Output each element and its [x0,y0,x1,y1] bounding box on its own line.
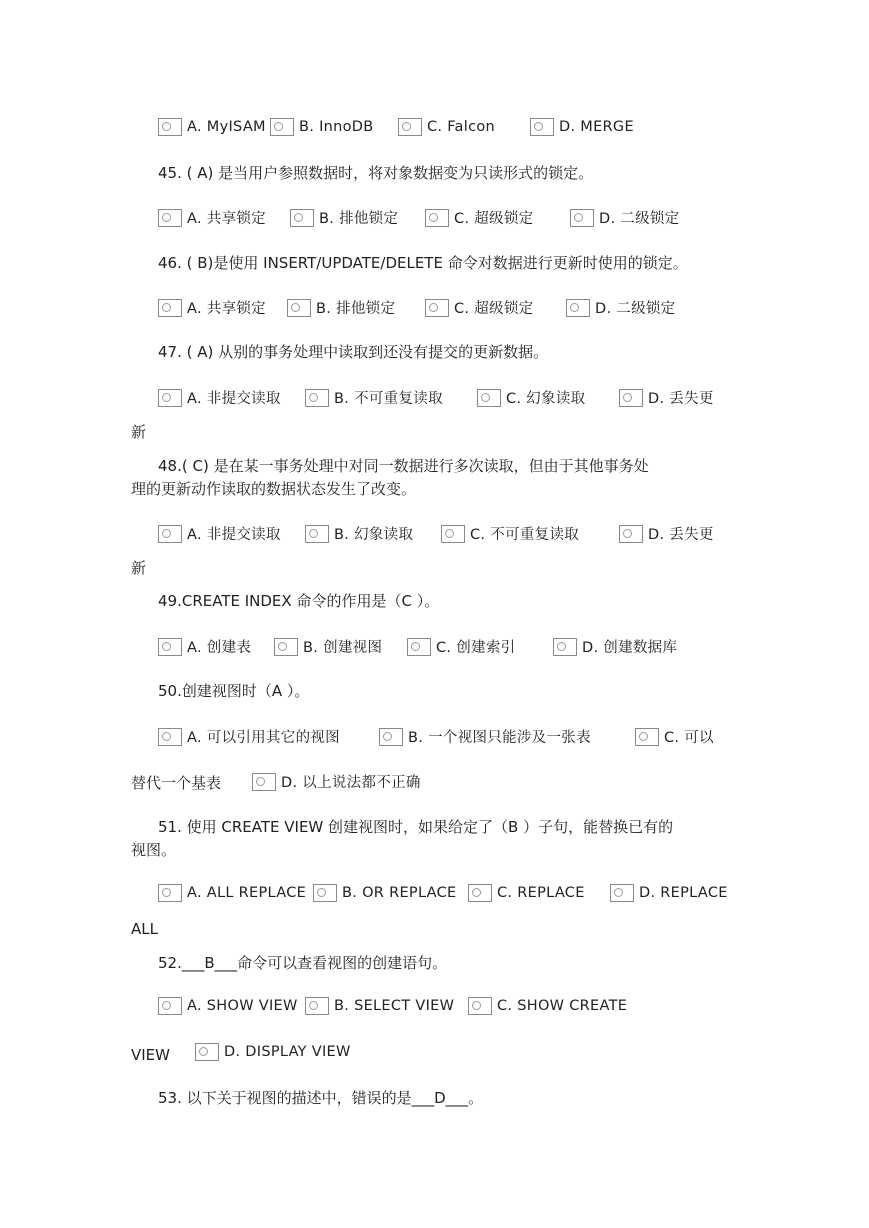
q46-option-c[interactable] [425,297,533,318]
q49-option-d[interactable] [553,636,677,657]
question-52-text: 52.___B___命令可以查看视图的创建语句。 [158,954,448,972]
option-label: B. 排他锁定 [319,211,399,227]
question-45-text: 45. ( A) 是当用户参照数据时，将对象数据变为只读形式的锁定。 [158,164,594,182]
option-label: D. 丢失更 [648,527,714,543]
radio-button-icon[interactable] [441,525,465,543]
radio-button-icon[interactable] [566,299,590,317]
q47-option-b[interactable] [305,387,443,408]
q45-option-a[interactable] [158,207,266,228]
radio-button-icon[interactable] [158,389,182,407]
q44-option-b[interactable] [270,118,374,136]
radio-button-icon[interactable] [530,118,554,136]
radio-button-icon[interactable] [468,997,492,1015]
option-label: C. 超级锁定 [454,211,534,227]
radio-button-icon[interactable] [158,638,182,656]
radio-button-icon[interactable] [305,997,329,1015]
q51-option-d[interactable] [610,884,728,902]
question-48-text: 48.( C) 是在某一事务处理中对同一数据进行多次读取，但由于其他事务处 [158,457,649,475]
option-label: B. 一个视图只能涉及一张表 [408,730,591,746]
question-49-text: 49.CREATE INDEX 命令的作用是（C ）。 [158,592,440,610]
radio-button-icon[interactable] [619,389,643,407]
option-label: A. MyISAM [187,119,266,135]
option-label: B. 创建视图 [303,640,383,656]
q48-wrapped-text: 新 [131,559,147,577]
question-48-text-line2: 理的更新动作读取的数据状态发生了改变。 [131,480,417,498]
q50-option-d[interactable] [252,771,421,792]
q46-option-d[interactable] [566,297,675,318]
q46-option-a[interactable] [158,297,266,318]
q47-option-a[interactable] [158,387,281,408]
radio-button-icon[interactable] [158,728,182,746]
q45-option-c[interactable] [425,207,533,228]
option-label: D. 二级锁定 [599,211,680,227]
question-47-text: 47. ( A) 从别的事务处理中读取到还没有提交的更新数据。 [158,343,549,361]
radio-button-icon[interactable] [274,638,298,656]
radio-button-icon[interactable] [477,389,501,407]
q51-wrapped-text: ALL [131,920,158,938]
radio-button-icon[interactable] [468,884,492,902]
question-46-text: 46. ( B)是使用 INSERT/UPDATE/DELETE 命令对数据进行更新时使用的锁定。 [158,254,688,272]
q49-option-a[interactable] [158,636,251,657]
option-label: B. 幻象读取 [334,527,414,543]
option-label: D. REPLACE [639,885,728,901]
radio-button-icon[interactable] [305,525,329,543]
option-label: A. 非提交读取 [187,527,281,543]
radio-button-icon[interactable] [287,299,311,317]
q48-option-c[interactable] [441,523,579,544]
q50-wrapped-text: 替代一个基表 [131,774,222,792]
q48-option-d[interactable] [619,523,714,544]
option-label: D. 二级锁定 [595,301,676,317]
option-label: A. 可以引用其它的视图 [187,730,340,746]
radio-button-icon[interactable] [158,525,182,543]
q44-option-c[interactable] [398,118,495,136]
q44-option-a[interactable] [158,118,266,136]
q48-option-b[interactable] [305,523,413,544]
option-label: C. 幻象读取 [506,391,586,407]
radio-button-icon[interactable] [313,884,337,902]
q52-wrapped-text: VIEW [131,1046,170,1064]
q45-option-b[interactable] [290,207,398,228]
option-label: C. 可以 [664,730,714,746]
option-label: B. InnoDB [299,119,374,135]
q47-option-d[interactable] [619,387,714,408]
q52-option-b[interactable] [305,997,454,1015]
option-label: B. SELECT VIEW [334,998,455,1014]
q45-option-d[interactable] [570,207,679,228]
option-label: C. 创建索引 [436,640,516,656]
radio-button-icon[interactable] [290,209,314,227]
q49-option-b[interactable] [274,636,382,657]
radio-button-icon[interactable] [398,118,422,136]
option-label: B. 排他锁定 [316,301,396,317]
option-label: B. OR REPLACE [342,885,457,901]
q51-option-c[interactable] [468,884,585,902]
q48-option-a[interactable] [158,523,281,544]
radio-button-icon[interactable] [619,525,643,543]
option-label: D. 以上说法都不正确 [281,775,421,791]
q51-option-b[interactable] [313,884,457,902]
option-label: D. MERGE [559,119,634,135]
option-label: C. REPLACE [497,885,585,901]
question-51-text: 51. 使用 CREATE VIEW 创建视图时，如果给定了（B ）子句，能替换已有的 [158,818,674,836]
q49-option-c[interactable] [407,636,515,657]
option-label: C. 超级锁定 [454,301,534,317]
radio-button-icon[interactable] [195,1043,219,1061]
option-label: A. SHOW VIEW [187,998,298,1014]
option-label: D. DISPLAY VIEW [224,1044,351,1060]
radio-button-icon[interactable] [158,997,182,1015]
option-label: A. 非提交读取 [187,391,281,407]
radio-button-icon[interactable] [158,299,182,317]
radio-button-icon[interactable] [252,773,276,791]
radio-button-icon[interactable] [158,209,182,227]
question-51-text-line2: 视图。 [131,841,177,859]
radio-button-icon[interactable] [305,389,329,407]
option-label: A. 创建表 [187,640,252,656]
radio-button-icon[interactable] [379,728,403,746]
q44-option-d[interactable] [530,118,634,136]
question-50-text: 50.创建视图时（A ）。 [158,682,310,700]
question-53-text: 53. 以下关于视图的描述中，错误的是___D___。 [158,1089,484,1107]
q50-option-b[interactable] [379,726,591,747]
q47-option-c[interactable] [477,387,585,408]
q47-wrapped-text: 新 [131,423,147,441]
radio-button-icon[interactable] [158,118,182,136]
option-label: A. ALL REPLACE [187,885,307,901]
q52-option-c[interactable] [468,997,627,1015]
q52-option-d[interactable] [195,1043,351,1061]
option-label: C. 不可重复读取 [470,527,580,543]
radio-button-icon[interactable] [635,728,659,746]
q50-option-a[interactable] [158,726,340,747]
radio-button-icon[interactable] [270,118,294,136]
radio-button-icon[interactable] [610,884,634,902]
radio-button-icon[interactable] [407,638,431,656]
option-label: D. 丢失更 [648,391,714,407]
option-label: B. 不可重复读取 [334,391,443,407]
q51-option-a[interactable] [158,884,306,902]
radio-button-icon[interactable] [425,209,449,227]
option-label: C. Falcon [427,119,495,135]
q52-option-a[interactable] [158,997,298,1015]
option-label: A. 共享锁定 [187,211,266,227]
radio-button-icon[interactable] [570,209,594,227]
radio-button-icon[interactable] [158,884,182,902]
option-label: A. 共享锁定 [187,301,266,317]
radio-button-icon[interactable] [553,638,577,656]
radio-button-icon[interactable] [425,299,449,317]
option-label: C. SHOW CREATE [497,998,628,1014]
option-label: D. 创建数据库 [582,640,678,656]
q50-option-c[interactable] [635,726,714,747]
q46-option-b[interactable] [287,297,395,318]
